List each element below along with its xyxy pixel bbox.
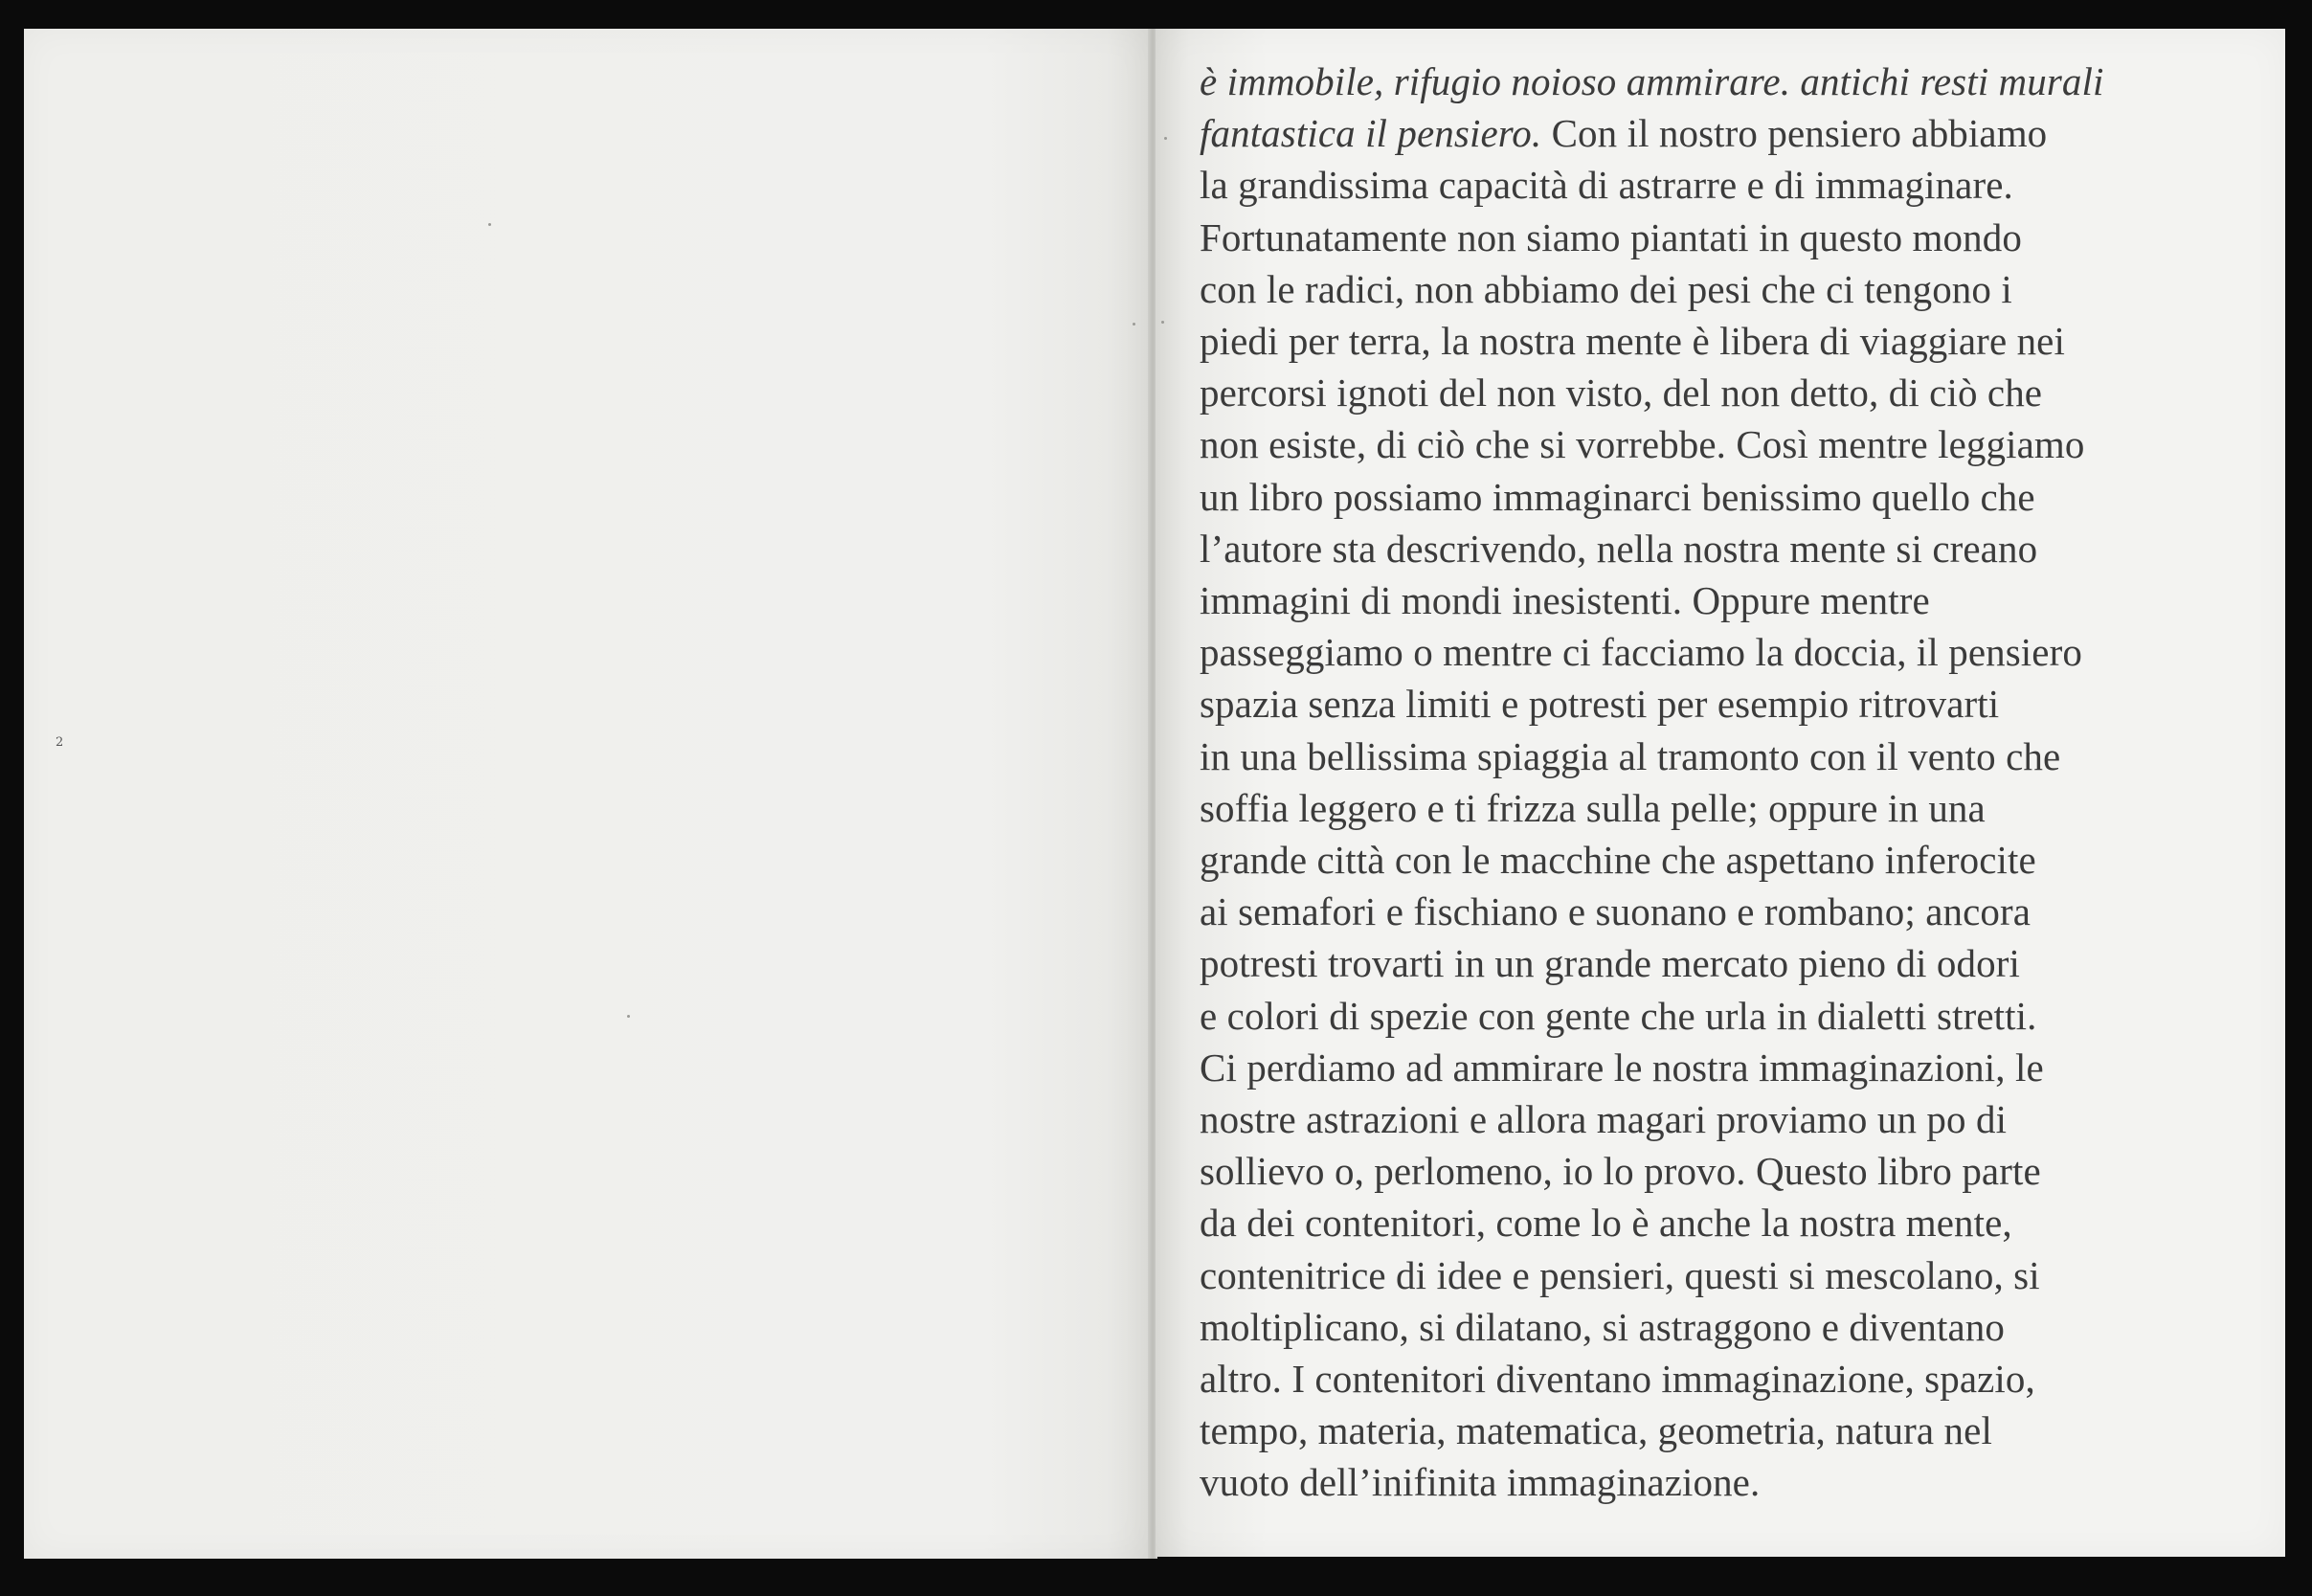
text-line: grande città con le macchine che aspettano inferocite bbox=[1200, 838, 2036, 883]
text-line: passeggiamo o mentre ci facciamo la doccia, il pensiero bbox=[1200, 630, 2082, 675]
text-line: sollievo o, perlomeno, io lo provo. Questo libro parte bbox=[1200, 1149, 2041, 1194]
text-line: con le radici, non abbiamo dei pesi che ci tengono i bbox=[1200, 266, 2012, 311]
left-page bbox=[24, 29, 1152, 1559]
text-line: in una bellissima spiaggia al tramonto con il vento che bbox=[1200, 733, 2061, 778]
text-span: Con il nostro pensiero abbiamo bbox=[1541, 111, 2048, 156]
text-line bbox=[1200, 56, 2272, 107]
paper-speck bbox=[1161, 321, 1164, 324]
text-line: percorsi ignoti del non visto, del non detto, di ciò che bbox=[1200, 371, 2043, 416]
paper-speck bbox=[1164, 137, 1167, 140]
text-line: soffia leggero e ti frizza sulla pelle; oppure in una bbox=[1200, 785, 1986, 830]
text-line: contenitrice di idee e pensieri, questi si mescolano, si bbox=[1200, 1252, 2040, 1297]
text-line: immagini di mondi inesistenti. Oppure mentre bbox=[1200, 578, 1930, 623]
text-line: ai semafori e fischiano e suonano e rombano; ancora bbox=[1200, 889, 2031, 934]
text-line: moltiplicano, si dilatano, si astraggono e diventano bbox=[1200, 1304, 2005, 1349]
text-line: spazia senza limiti e potresti per esempio ritrovarti bbox=[1200, 682, 2000, 727]
body-text bbox=[1200, 56, 2272, 1509]
text-line: l’autore sta descrivendo, nella nostra mente si creano bbox=[1200, 526, 2038, 571]
text-line bbox=[1200, 107, 2272, 159]
text-line: da dei contenitori, come lo è anche la nostra mente, bbox=[1200, 1201, 2012, 1246]
text-line: la grandissima capacità di astrarre e di immaginare. bbox=[1200, 163, 2013, 208]
page-number: 2 bbox=[56, 735, 64, 750]
text-line: tempo, materia, matematica, geometria, natura nel bbox=[1200, 1408, 1992, 1453]
text-line: un libro possiamo immaginarci benissimo quello che bbox=[1200, 474, 2035, 519]
text-line: nostre astrazioni e allora magari proviamo un po di bbox=[1200, 1097, 2008, 1142]
text-line: altro. I contenitori diventano immaginazione, spazio, bbox=[1200, 1357, 2035, 1402]
paper-speck bbox=[1133, 323, 1135, 326]
text-line: e colori di spezie con gente che urla in dialetti stretti. bbox=[1200, 993, 2037, 1038]
paper-speck bbox=[627, 1015, 630, 1018]
text-line: piedi per terra, la nostra mente è libera di viaggiare nei bbox=[1200, 319, 2065, 364]
paper-speck bbox=[488, 223, 491, 226]
text-line: potresti trovarti in un grande mercato pieno di odori bbox=[1200, 941, 2020, 986]
italic-text: è immobile, rifugio noioso ammirare. antichi resti murali bbox=[1200, 59, 2104, 103]
text-line: Fortunatamente non siamo piantati in questo mondo bbox=[1200, 214, 2022, 259]
italic-text: fantastica il pensiero. bbox=[1200, 111, 1542, 156]
text-line: non esiste, di ciò che si vorrebbe. Così mentre leggiamo bbox=[1200, 422, 2085, 467]
text-line: Ci perdiamo ad ammirare le nostra immaginazioni, le bbox=[1200, 1045, 2044, 1090]
text-line: vuoto dell’inifinita immaginazione. bbox=[1200, 1460, 1761, 1505]
